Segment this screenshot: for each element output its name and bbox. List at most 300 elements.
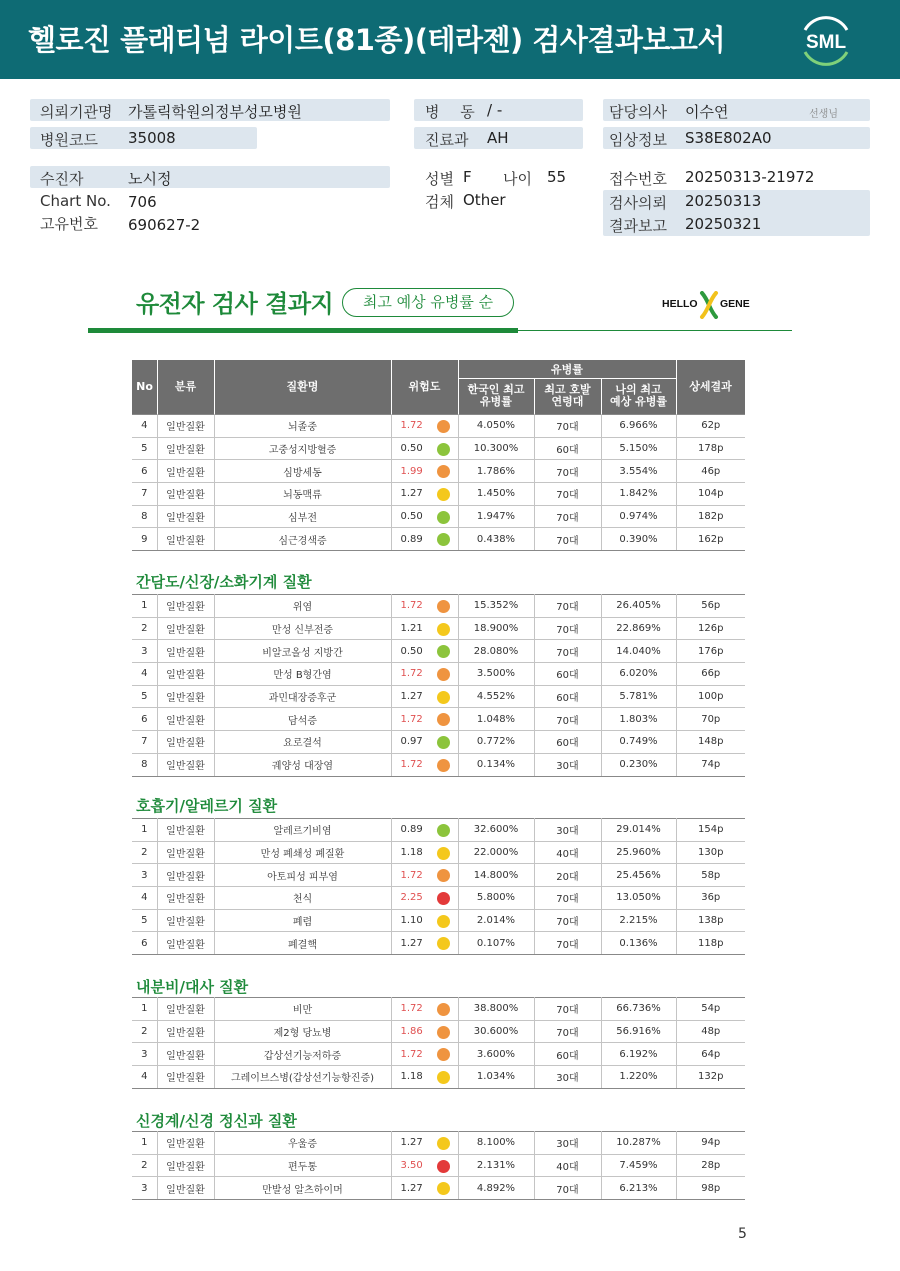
result-table-respiratory xyxy=(132,818,745,955)
risk-value: 1.27 xyxy=(400,691,423,703)
risk-value: 1.86 xyxy=(400,1026,423,1038)
table-row xyxy=(132,460,745,483)
category-title-neuro: 신경계/신경 정신과 질환 xyxy=(136,1112,297,1130)
report-value: 20250321 xyxy=(685,215,762,233)
name-label: 수진자 xyxy=(40,170,84,188)
risk-value: 1.27 xyxy=(400,488,423,500)
row-my-max: 6.192% xyxy=(601,1043,676,1066)
row-disease: 천식 xyxy=(214,887,391,910)
table-row xyxy=(132,1177,745,1200)
risk-level-dot-icon xyxy=(437,533,450,546)
table-row xyxy=(132,1132,745,1155)
risk-value: 1.72 xyxy=(400,420,423,432)
row-category: 일반질환 xyxy=(157,1020,214,1043)
row-my-max: 5.150% xyxy=(601,437,676,460)
table-row xyxy=(132,909,745,932)
table-row xyxy=(132,1043,745,1066)
row-korean-max: 14.800% xyxy=(458,864,534,887)
row-number: 4 xyxy=(132,887,157,910)
risk-value: 1.72 xyxy=(400,713,423,725)
table-row xyxy=(132,437,745,460)
row-number: 3 xyxy=(132,1043,157,1066)
row-risk xyxy=(391,1066,458,1089)
clinical-label: 임상정보 xyxy=(609,131,667,149)
row-number: 6 xyxy=(132,460,157,483)
result-table-neuro xyxy=(132,1131,745,1200)
institution-value: 가톨릭학원의정부성모병원 xyxy=(128,103,302,121)
gene-x-icon xyxy=(699,291,719,319)
row-number: 5 xyxy=(132,909,157,932)
risk-value: 1.27 xyxy=(400,937,423,949)
row-risk xyxy=(391,663,458,686)
row-risk xyxy=(391,617,458,640)
row-risk xyxy=(391,1132,458,1155)
row-peak-age: 40대 xyxy=(534,1154,601,1177)
row-number: 1 xyxy=(132,1132,157,1155)
row-disease: 만성 폐쇄성 폐질환 xyxy=(214,841,391,864)
row-my-max: 22.869% xyxy=(601,617,676,640)
row-disease: 담석증 xyxy=(214,708,391,731)
doctor-suffix: 선생님 xyxy=(809,109,838,120)
category-title-endocrine: 내분비/대사 질환 xyxy=(136,978,249,996)
table-row xyxy=(132,998,745,1021)
row-category: 일반질환 xyxy=(157,640,214,663)
risk-level-dot-icon xyxy=(437,759,450,772)
row-korean-max: 1.034% xyxy=(458,1066,534,1089)
row-disease: 만성 신부전증 xyxy=(214,617,391,640)
row-my-max: 5.781% xyxy=(601,685,676,708)
row-peak-age: 30대 xyxy=(534,753,601,776)
row-category: 일반질환 xyxy=(157,1066,214,1089)
row-my-max: 0.390% xyxy=(601,528,676,551)
row-disease: 고중성지방혈증 xyxy=(214,437,391,460)
table-row xyxy=(132,864,745,887)
row-risk xyxy=(391,415,458,438)
row-korean-max: 0.107% xyxy=(458,932,534,955)
report-title: 헬로진 플래티넘 라이트(81종)(테라젠) 검사결과보고서 xyxy=(28,23,725,57)
row-disease: 위염 xyxy=(214,595,391,618)
table-row xyxy=(132,841,745,864)
row-category: 일반질환 xyxy=(157,909,214,932)
risk-value: 0.89 xyxy=(400,824,423,836)
row-detail-page: 70p xyxy=(676,708,745,731)
row-category: 일반질환 xyxy=(157,887,214,910)
section-title: 유전자 검사 결과지 xyxy=(136,290,334,318)
row-my-max: 25.456% xyxy=(601,864,676,887)
row-detail-page: 74p xyxy=(676,753,745,776)
report-label: 결과보고 xyxy=(609,217,667,235)
ward-label: 병 동 xyxy=(425,103,483,121)
table-row xyxy=(132,887,745,910)
row-risk xyxy=(391,753,458,776)
row-my-max: 66.736% xyxy=(601,998,676,1021)
row-category: 일반질환 xyxy=(157,437,214,460)
row-risk xyxy=(391,819,458,842)
row-detail-page: 138p xyxy=(676,909,745,932)
row-risk xyxy=(391,708,458,731)
row-korean-max: 4.552% xyxy=(458,685,534,708)
risk-level-dot-icon xyxy=(437,645,450,658)
row-number: 2 xyxy=(132,1020,157,1043)
row-disease: 제2형 당뇨병 xyxy=(214,1020,391,1043)
receipt-value: 20250313-21972 xyxy=(685,168,815,186)
row-category: 일반질환 xyxy=(157,460,214,483)
row-disease: 심부전 xyxy=(214,505,391,528)
row-category: 일반질환 xyxy=(157,505,214,528)
row-number: 3 xyxy=(132,1177,157,1200)
row-korean-max: 2.014% xyxy=(458,909,534,932)
result-table-digestive xyxy=(132,594,745,777)
header-risk: 위험도 xyxy=(408,380,441,393)
row-category: 일반질환 xyxy=(157,1177,214,1200)
row-number: 4 xyxy=(132,1066,157,1089)
risk-level-dot-icon xyxy=(437,443,450,456)
row-risk xyxy=(391,932,458,955)
hello-gene-logo xyxy=(662,290,754,320)
dept-label: 진료과 xyxy=(425,131,469,149)
row-detail-page: 94p xyxy=(676,1132,745,1155)
row-peak-age: 70대 xyxy=(534,932,601,955)
risk-value: 0.50 xyxy=(400,443,423,455)
risk-level-dot-icon xyxy=(437,1048,450,1061)
row-peak-age: 20대 xyxy=(534,864,601,887)
row-korean-max: 1.450% xyxy=(458,483,534,506)
row-korean-max: 0.772% xyxy=(458,731,534,754)
row-korean-max: 4.892% xyxy=(458,1177,534,1200)
row-detail-page: 130p xyxy=(676,841,745,864)
header-korean-max-1: 한국인 최고 xyxy=(467,383,525,396)
name-bar xyxy=(30,166,390,188)
row-korean-max: 28.080% xyxy=(458,640,534,663)
row-number: 3 xyxy=(132,640,157,663)
sml-logo-icon xyxy=(795,12,857,68)
row-disease: 갑상선기능저하증 xyxy=(214,1043,391,1066)
header-category: 분류 xyxy=(174,380,197,393)
risk-value: 1.21 xyxy=(400,623,423,635)
name-value: 노시정 xyxy=(128,170,172,188)
row-risk xyxy=(391,841,458,864)
row-disease: 우울증 xyxy=(214,1132,391,1155)
table-row xyxy=(132,617,745,640)
risk-level-dot-icon xyxy=(437,488,450,501)
risk-level-dot-icon xyxy=(437,1071,450,1084)
hospital-code-value: 35008 xyxy=(128,129,176,147)
row-category: 일반질환 xyxy=(157,731,214,754)
row-detail-page: 100p xyxy=(676,685,745,708)
row-my-max: 6.213% xyxy=(601,1177,676,1200)
row-category: 일반질환 xyxy=(157,685,214,708)
sex-value: F xyxy=(463,168,472,186)
risk-level-dot-icon xyxy=(437,892,450,905)
risk-value: 1.27 xyxy=(400,1137,423,1149)
risk-value: 1.18 xyxy=(400,847,423,859)
row-detail-page: 162p xyxy=(676,528,745,551)
row-risk xyxy=(391,1020,458,1043)
row-detail-page: 66p xyxy=(676,663,745,686)
risk-value: 1.72 xyxy=(400,600,423,612)
row-disease: 심방세동 xyxy=(214,460,391,483)
row-number: 4 xyxy=(132,415,157,438)
report-header xyxy=(0,0,900,79)
row-number: 1 xyxy=(132,998,157,1021)
risk-level-dot-icon xyxy=(437,511,450,524)
table-row xyxy=(132,731,745,754)
risk-value: 1.99 xyxy=(400,465,423,477)
row-my-max: 14.040% xyxy=(601,640,676,663)
row-category: 일반질환 xyxy=(157,708,214,731)
row-my-max: 3.554% xyxy=(601,460,676,483)
risk-value: 1.10 xyxy=(400,915,423,927)
row-number: 3 xyxy=(132,864,157,887)
row-disease: 아토피성 피부염 xyxy=(214,864,391,887)
header-peak-age-2: 연령대 xyxy=(551,395,584,408)
row-category: 일반질환 xyxy=(157,663,214,686)
risk-value: 0.50 xyxy=(400,511,423,523)
row-category: 일반질환 xyxy=(157,998,214,1021)
row-my-max: 6.020% xyxy=(601,663,676,686)
risk-value: 1.72 xyxy=(400,759,423,771)
row-risk xyxy=(391,685,458,708)
row-disease: 궤양성 대장염 xyxy=(214,753,391,776)
title-underline-accent xyxy=(88,328,518,333)
row-risk xyxy=(391,1043,458,1066)
row-risk xyxy=(391,437,458,460)
row-peak-age: 70대 xyxy=(534,617,601,640)
risk-level-dot-icon xyxy=(437,1003,450,1016)
row-risk xyxy=(391,483,458,506)
row-my-max: 1.220% xyxy=(601,1066,676,1089)
row-peak-age: 30대 xyxy=(534,1132,601,1155)
row-peak-age: 30대 xyxy=(534,1066,601,1089)
row-number: 8 xyxy=(132,505,157,528)
table-row xyxy=(132,663,745,686)
risk-level-dot-icon xyxy=(437,420,450,433)
row-peak-age: 60대 xyxy=(534,731,601,754)
risk-level-dot-icon xyxy=(437,465,450,478)
row-peak-age: 70대 xyxy=(534,998,601,1021)
row-detail-page: 28p xyxy=(676,1154,745,1177)
header-korean-max-2: 유병률 xyxy=(480,395,512,408)
row-risk xyxy=(391,887,458,910)
row-my-max: 0.230% xyxy=(601,753,676,776)
row-number: 1 xyxy=(132,595,157,618)
page-number: 5 xyxy=(738,1226,747,1242)
row-risk xyxy=(391,1177,458,1200)
row-peak-age: 70대 xyxy=(534,505,601,528)
row-risk xyxy=(391,460,458,483)
row-number: 8 xyxy=(132,753,157,776)
row-detail-page: 62p xyxy=(676,415,745,438)
id-value: 690627-2 xyxy=(128,216,201,234)
row-peak-age: 40대 xyxy=(534,841,601,864)
row-number: 9 xyxy=(132,528,157,551)
sex-label: 성별 xyxy=(425,170,454,188)
row-risk xyxy=(391,864,458,887)
id-label: 고유번호 xyxy=(40,215,98,233)
row-my-max: 1.803% xyxy=(601,708,676,731)
risk-value: 3.50 xyxy=(400,1160,423,1172)
row-number: 5 xyxy=(132,437,157,460)
row-disease: 뇌졸중 xyxy=(214,415,391,438)
row-korean-max: 10.300% xyxy=(458,437,534,460)
row-category: 일반질환 xyxy=(157,483,214,506)
row-my-max: 0.974% xyxy=(601,505,676,528)
age-value: 55 xyxy=(547,168,567,186)
row-disease: 그레이브스병(갑상선기능항진증) xyxy=(214,1066,391,1089)
row-category: 일반질환 xyxy=(157,595,214,618)
risk-level-dot-icon xyxy=(437,668,450,681)
table-row xyxy=(132,685,745,708)
row-category: 일반질환 xyxy=(157,819,214,842)
header-peak-age-1: 최고 호발 xyxy=(544,383,591,396)
table-row xyxy=(132,1020,745,1043)
row-risk xyxy=(391,998,458,1021)
dept-value: AH xyxy=(487,129,509,147)
row-category: 일반질환 xyxy=(157,864,214,887)
row-category: 일반질환 xyxy=(157,753,214,776)
row-detail-page: 36p xyxy=(676,887,745,910)
risk-value: 1.72 xyxy=(400,869,423,881)
risk-level-dot-icon xyxy=(437,824,450,837)
risk-level-dot-icon xyxy=(437,1182,450,1195)
risk-level-dot-icon xyxy=(437,1160,450,1173)
row-detail-page: 56p xyxy=(676,595,745,618)
row-risk xyxy=(391,528,458,551)
row-peak-age: 30대 xyxy=(534,819,601,842)
row-category: 일반질환 xyxy=(157,932,214,955)
row-korean-max: 4.050% xyxy=(458,415,534,438)
row-my-max: 6.966% xyxy=(601,415,676,438)
sort-pill: 최고 예상 유병률 순 xyxy=(342,288,514,317)
row-disease: 편두통 xyxy=(214,1154,391,1177)
risk-level-dot-icon xyxy=(437,736,450,749)
row-peak-age: 70대 xyxy=(534,415,601,438)
row-peak-age: 60대 xyxy=(534,663,601,686)
risk-level-dot-icon xyxy=(437,1026,450,1039)
risk-level-dot-icon xyxy=(437,691,450,704)
table-row xyxy=(132,753,745,776)
row-peak-age: 60대 xyxy=(534,1043,601,1066)
hello-gene-logo-right: GENE xyxy=(720,298,750,310)
row-detail-page: 148p xyxy=(676,731,745,754)
table-row xyxy=(132,483,745,506)
row-disease: 만성 B형간염 xyxy=(214,663,391,686)
table-row xyxy=(132,1154,745,1177)
institution-label: 의뢰기관명 xyxy=(40,103,113,121)
row-number: 5 xyxy=(132,685,157,708)
row-disease: 과민대장증후군 xyxy=(214,685,391,708)
risk-level-dot-icon xyxy=(437,713,450,726)
row-my-max: 26.405% xyxy=(601,595,676,618)
row-peak-age: 70대 xyxy=(534,1020,601,1043)
row-detail-page: 98p xyxy=(676,1177,745,1200)
doctor-label: 담당의사 xyxy=(609,103,667,121)
row-detail-page: 46p xyxy=(676,460,745,483)
row-detail-page: 126p xyxy=(676,617,745,640)
clinical-value: S38E802A0 xyxy=(685,129,772,147)
row-number: 2 xyxy=(132,1154,157,1177)
table-row xyxy=(132,595,745,618)
row-category: 일반질환 xyxy=(157,528,214,551)
row-detail-page: 118p xyxy=(676,932,745,955)
row-korean-max: 0.438% xyxy=(458,528,534,551)
row-disease: 폐렴 xyxy=(214,909,391,932)
category-title-digestive: 간담도/신장/소화기계 질환 xyxy=(136,573,312,591)
specimen-value: Other xyxy=(463,191,506,209)
receipt-label: 접수번호 xyxy=(609,170,667,188)
row-detail-page: 178p xyxy=(676,437,745,460)
row-my-max: 13.050% xyxy=(601,887,676,910)
header-no: No xyxy=(136,380,153,393)
header-detail: 상세결과 xyxy=(689,380,732,393)
risk-level-dot-icon xyxy=(437,869,450,882)
row-korean-max: 30.600% xyxy=(458,1020,534,1043)
row-korean-max: 5.800% xyxy=(458,887,534,910)
row-detail-page: 48p xyxy=(676,1020,745,1043)
table-row xyxy=(132,505,745,528)
row-disease: 폐결핵 xyxy=(214,932,391,955)
row-risk xyxy=(391,731,458,754)
row-peak-age: 70대 xyxy=(534,1177,601,1200)
row-number: 6 xyxy=(132,708,157,731)
row-detail-page: 132p xyxy=(676,1066,745,1089)
row-korean-max: 15.352% xyxy=(458,595,534,618)
row-detail-page: 58p xyxy=(676,864,745,887)
row-korean-max: 18.900% xyxy=(458,617,534,640)
hello-gene-logo-left: HELLO xyxy=(662,298,698,310)
row-korean-max: 1.048% xyxy=(458,708,534,731)
table-row xyxy=(132,932,745,955)
row-my-max: 0.136% xyxy=(601,932,676,955)
row-peak-age: 70대 xyxy=(534,887,601,910)
row-detail-page: 154p xyxy=(676,819,745,842)
table-row xyxy=(132,1066,745,1089)
row-detail-page: 54p xyxy=(676,998,745,1021)
row-category: 일반질환 xyxy=(157,1132,214,1155)
row-detail-page: 104p xyxy=(676,483,745,506)
doctor-value: 이수연 xyxy=(685,103,729,121)
row-korean-max: 0.134% xyxy=(458,753,534,776)
row-peak-age: 70대 xyxy=(534,483,601,506)
row-my-max: 1.842% xyxy=(601,483,676,506)
row-category: 일반질환 xyxy=(157,617,214,640)
age-label: 나이 xyxy=(503,170,532,188)
row-risk xyxy=(391,909,458,932)
row-category: 일반질환 xyxy=(157,1154,214,1177)
risk-level-dot-icon xyxy=(437,847,450,860)
risk-value: 2.25 xyxy=(400,892,423,904)
row-my-max: 56.916% xyxy=(601,1020,676,1043)
result-table-cardio xyxy=(132,414,745,551)
row-my-max: 2.215% xyxy=(601,909,676,932)
hospital-code-label: 병원코드 xyxy=(40,131,98,149)
row-detail-page: 64p xyxy=(676,1043,745,1066)
row-disease: 심근경색증 xyxy=(214,528,391,551)
risk-level-dot-icon xyxy=(437,937,450,950)
row-category: 일반질환 xyxy=(157,415,214,438)
table-row xyxy=(132,819,745,842)
row-my-max: 10.287% xyxy=(601,1132,676,1155)
row-disease: 알레르기비염 xyxy=(214,819,391,842)
risk-level-dot-icon xyxy=(437,915,450,928)
row-my-max: 7.459% xyxy=(601,1154,676,1177)
row-korean-max: 1.786% xyxy=(458,460,534,483)
row-peak-age: 70대 xyxy=(534,460,601,483)
header-disease: 질환명 xyxy=(286,380,319,393)
header-my-max-2: 예상 유병률 xyxy=(610,395,667,408)
row-peak-age: 70대 xyxy=(534,708,601,731)
header-my-max-1: 나의 최고 xyxy=(615,383,662,396)
